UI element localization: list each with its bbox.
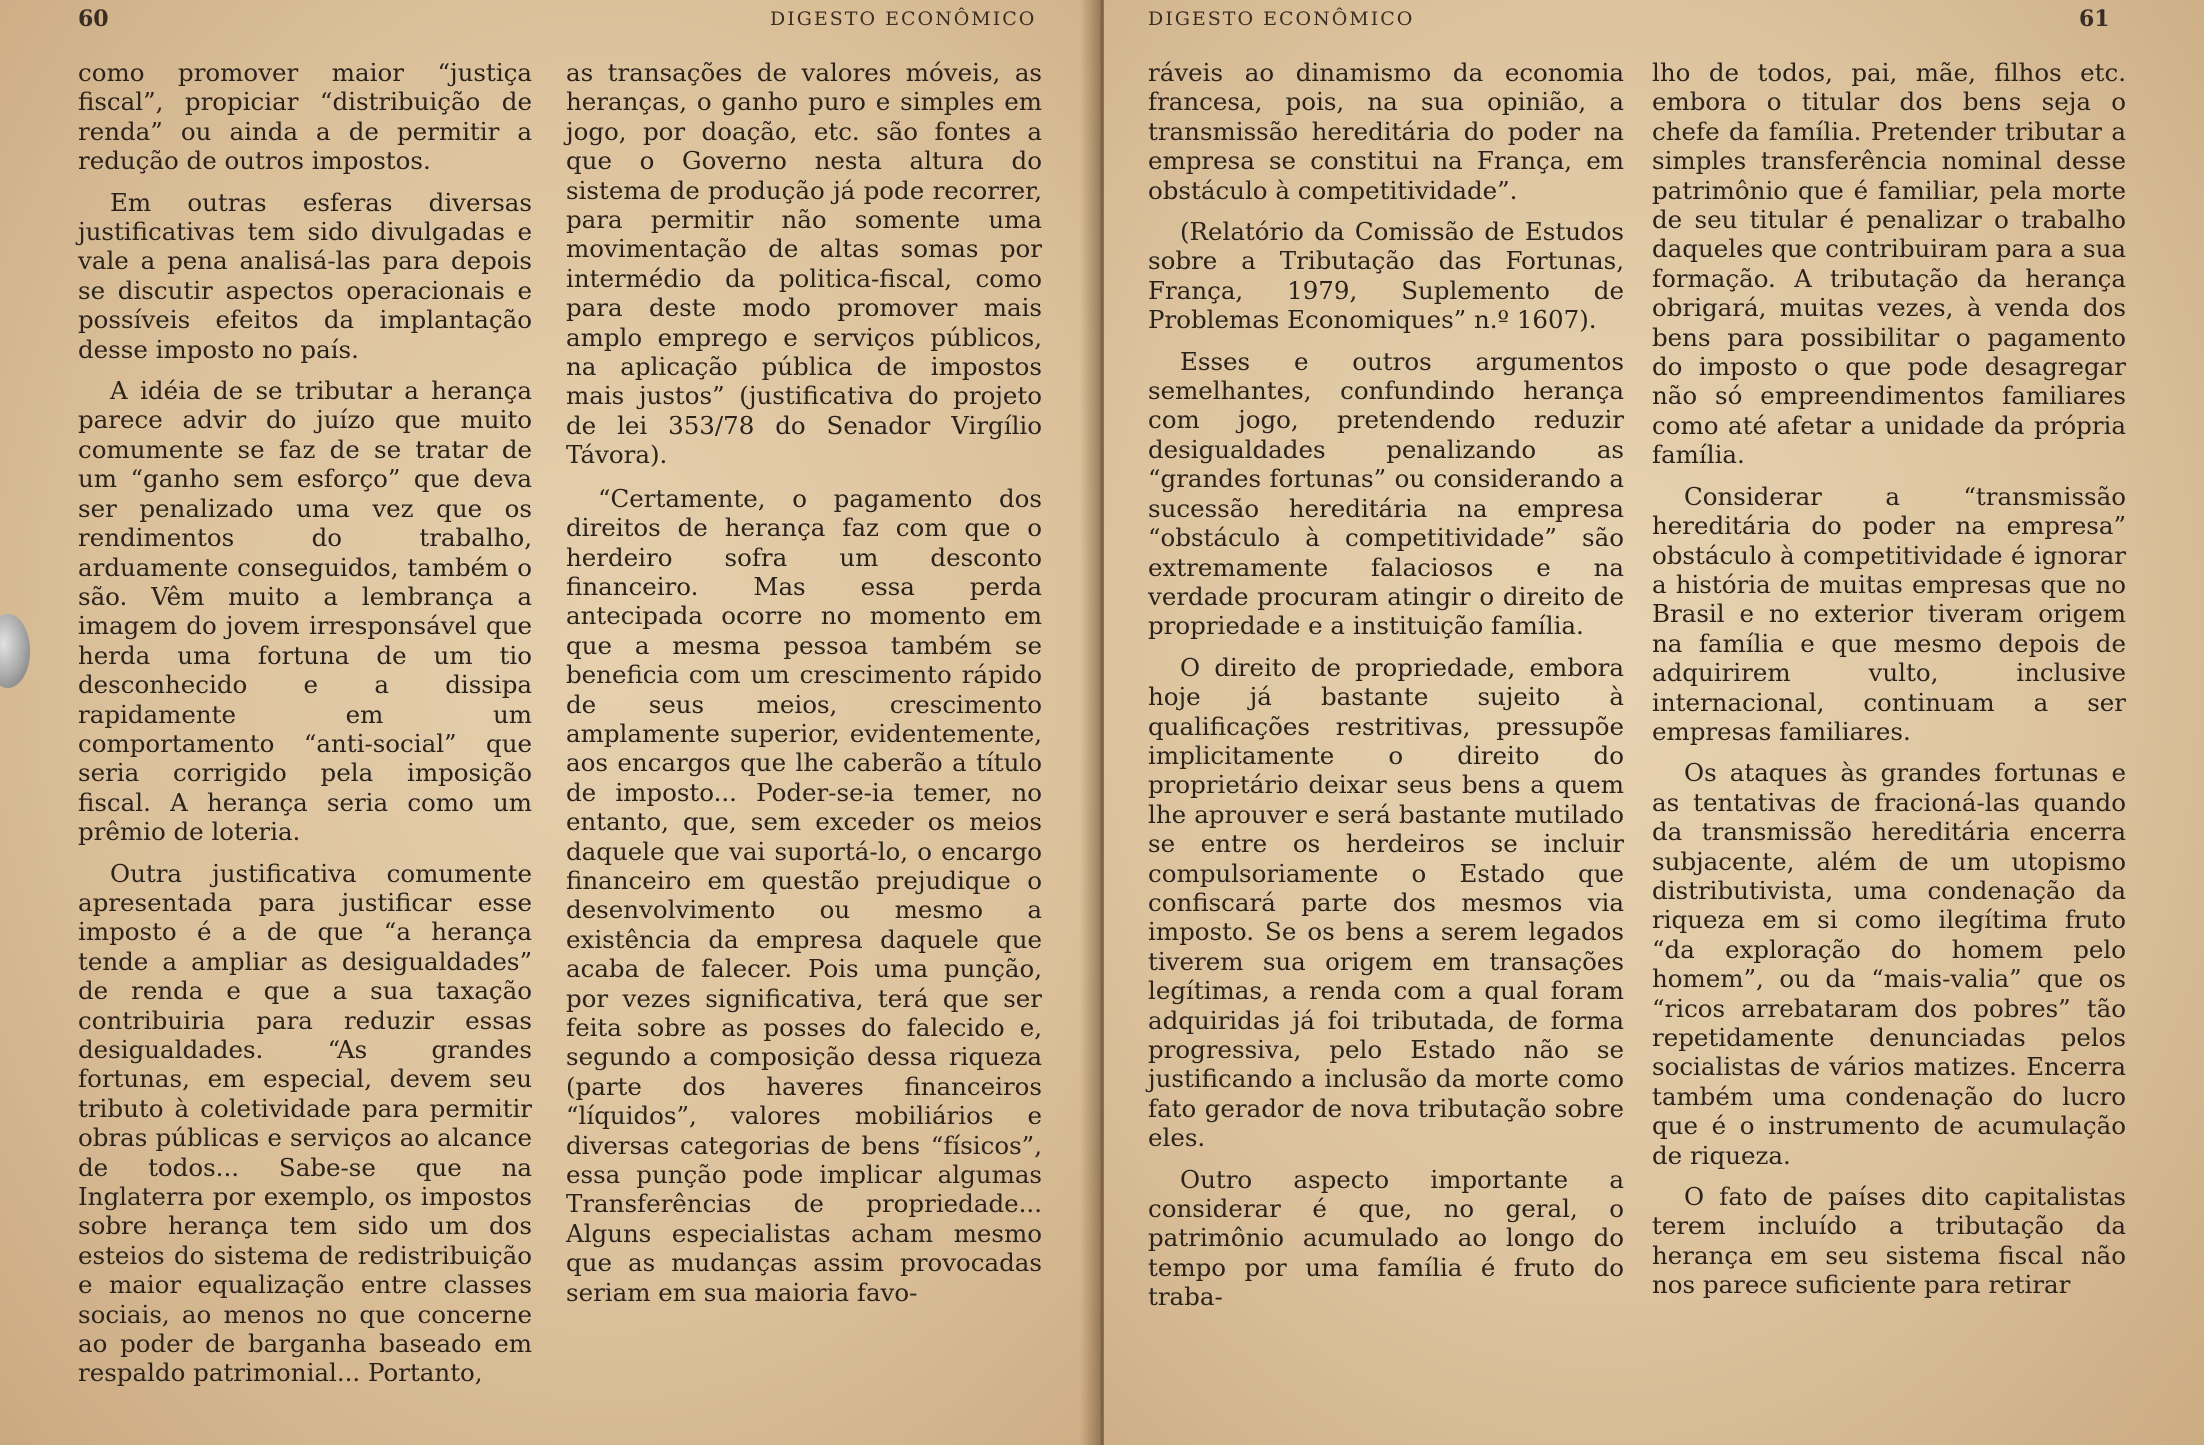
page-number-left: 60 — [78, 6, 109, 32]
paragraph: as transações de valores móveis, as heranças, o ganho puro e simples em jogo, por doação, etc. são fontes a que o Governo nesta altura do sistema de produção já pode recorrer, para permitir não somente uma movimentação de altas somas por intermédio da politica-fiscal, como para deste modo promover mais amplo emprego e serviços públicos, na aplicação pública de impostos mais justos” (justificativa do projeto de lei 353/78 do Senador Virgílio Távora). — [566, 58, 1042, 470]
paragraph: O direito de propriedade, embora hoje já bastante sujeito à qualificações restritivas, pressupõe implicitamente o direito do proprietário deixar seus bens a quem lhe aprouver e será bastante mutilado se entre os herdeiros se incluir compulsoriamente o Estado que confiscará parte dos mesmos via imposto. Se os bens a serem legados tiverem sua origem em transações legítimas, a renda com a qual foram adquiridas já foi tributada, de forma progressiva, pelo Estado não se justificando a inclusão da morte como fato gerador de nova tributação sobre eles. — [1148, 652, 1624, 1153]
right-column-2 — [1652, 58, 2126, 1358]
paragraph: lho de todos, pai, mãe, filhos etc. embora o titular dos bens seja o chefe da família. Pretender tributar a simples transferência nominal desse patrimônio que é familiar, pela morte de seu titular é penalizar o trabalho daqueles que contribuiram para a sua formação. A tributação da herança obrigará, muitas vezes, à venda dos bens para possibilitar o pagamento do imposto o que pode desagregar não só empreendimentos familiares como até afetar a unidade da própria família. — [1652, 58, 2126, 470]
paragraph: A idéia de se tributar a herança parece advir do juízo que muito comumente se faz de se tratar de um “ganho sem esforço” que deva ser penalizado uma vez que os rendimentos do trabalho, arduamente conseguidos, também o são. Vêm muito a lembrança a imagem do jovem irresponsável que herda uma fortuna de um tio desconhecido e a dissipa rapidamente em um comportamento “anti-social” que seria corrigido pela imposição fiscal. A herança seria como um prêmio de loteria. — [78, 376, 532, 847]
paragraph: ráveis ao dinamismo da economia francesa, pois, na sua opinião, a transmissão hereditária do poder na empresa se constitui na França, em obstáculo à competitividade”. — [1148, 58, 1624, 205]
paragraph: Outro aspecto importante a considerar é que, no geral, o patrimônio acumulado ao longo do tempo por uma família é fruto do traba- — [1148, 1164, 1624, 1312]
paragraph: Esses e outros argumentos semelhantes, confundindo herança com jogo, pretendendo reduzir desigualdades penalizando as “grandes fortunas” ou considerando a sucessão hereditária na empresa “obstáculo à competitividade” são extremamente falaciosos e na verdade procuram atingir o direito de propriedade e a instituição família. — [1148, 346, 1624, 641]
right-column-1 — [1148, 58, 1624, 1358]
left-column-1 — [78, 58, 532, 1388]
page-number-right: 61 — [2079, 6, 2110, 32]
right-page — [1104, 0, 2204, 1445]
left-column-2 — [566, 58, 1042, 1358]
binder-ring — [0, 614, 30, 688]
left-page — [0, 0, 1100, 1445]
paragraph: Outra justificativa comumente apresentada para justificar esse imposto é a de que “a herança tende a ampliar as desigualdades” de renda e que a sua taxação contribuiria para reduzir essas desigualdades. “As grandes fortunas, em especial, devem seu tributo à coletividade para permitir obras públicas e serviços ao alcance de todos... Sabe-se que na Inglaterra por exemplo, os impostos sobre herança tem sido um dos esteios do sistema de redistribuição e maior equalização entre classes sociais, ao menos no que concerne ao poder de barganha baseado em respaldo patrimonial... Portanto, — [78, 858, 532, 1388]
paragraph: Os ataques às grandes fortunas e as tentativas de fracioná-las quando da transmissão hereditária encerra subjacente, além de um utopismo distributivista, uma condenação da riqueza em si como ilegítima fruto “da exploração do homem pelo homem”, ou da “mais-valia” que os “ricos arrebataram dos pobres” tão repetidamente denunciadas pelos socialistas de vários matizes. Encerra também uma condenação do lucro que é o instrumento de acumulação de riqueza. — [1652, 758, 2126, 1170]
paragraph: “Certamente, o pagamento dos direitos de herança faz com que o herdeiro sofra um desconto financeiro. Mas essa perda antecipada ocorre no momento em que a mesma pessoa também se beneficia com um crescimento rápido de seus meios, crescimento amplamente superior, evidentemente, aos encargos que lhe caberão a título de imposto... Poder-se-ia temer, no entanto, que, sem exceder os meios daquele que vai suportá-lo, o encargo financeiro em questão prejudique o desenvolvimento ou mesmo a existência da empresa daquele que acaba de falecer. Pois uma punção, por vezes significativa, terá que ser feita sobre as posses do falecido e, segundo a composição dessa riqueza (parte dos haveres financeiros “líquidos”, valores mobiliários e diversas categorias de bens “físicos”, essa punção pode implicar algumas Transferências de propriedade... Alguns especialistas acham mesmo que as mudanças assim provocadas seriam em sua maioria favo- — [566, 483, 1042, 1307]
paragraph: O fato de países dito capitalistas terem incluído a tributação da herança em seu sistema fiscal não nos parece suficiente para retirar — [1652, 1182, 2126, 1300]
paragraph: como promover maior “justiça fiscal”, propiciar “distribuição de renda” ou ainda a de permitir a redução de outros impostos. — [78, 58, 532, 176]
paragraph: (Relatório da Comissão de Estudos sobre a Tributação das Fortunas, França, 1979, Suplemento de Problemas Economiques” n.º 1607). — [1148, 217, 1624, 335]
paragraph: Em outras esferas diversas justificativas tem sido divulgadas e vale a pena analisá-las para depois se discutir aspectos operacionais e possíveis efeitos da implantação desse imposto no país. — [78, 187, 532, 364]
running-head-right: DIGESTO ECONÔMICO — [1148, 8, 1415, 30]
running-head-left: DIGESTO ECONÔMICO — [770, 8, 1037, 30]
paragraph: Considerar a “transmissão hereditária do poder na empresa” obstáculo à competitividade é ignorar a história de muitas empresas que no Brasil e no exterior tiveram origem na família e que mesmo depois de adquirirem vulto, inclusive internacional, continuam a ser empresas familiares. — [1652, 481, 2126, 746]
